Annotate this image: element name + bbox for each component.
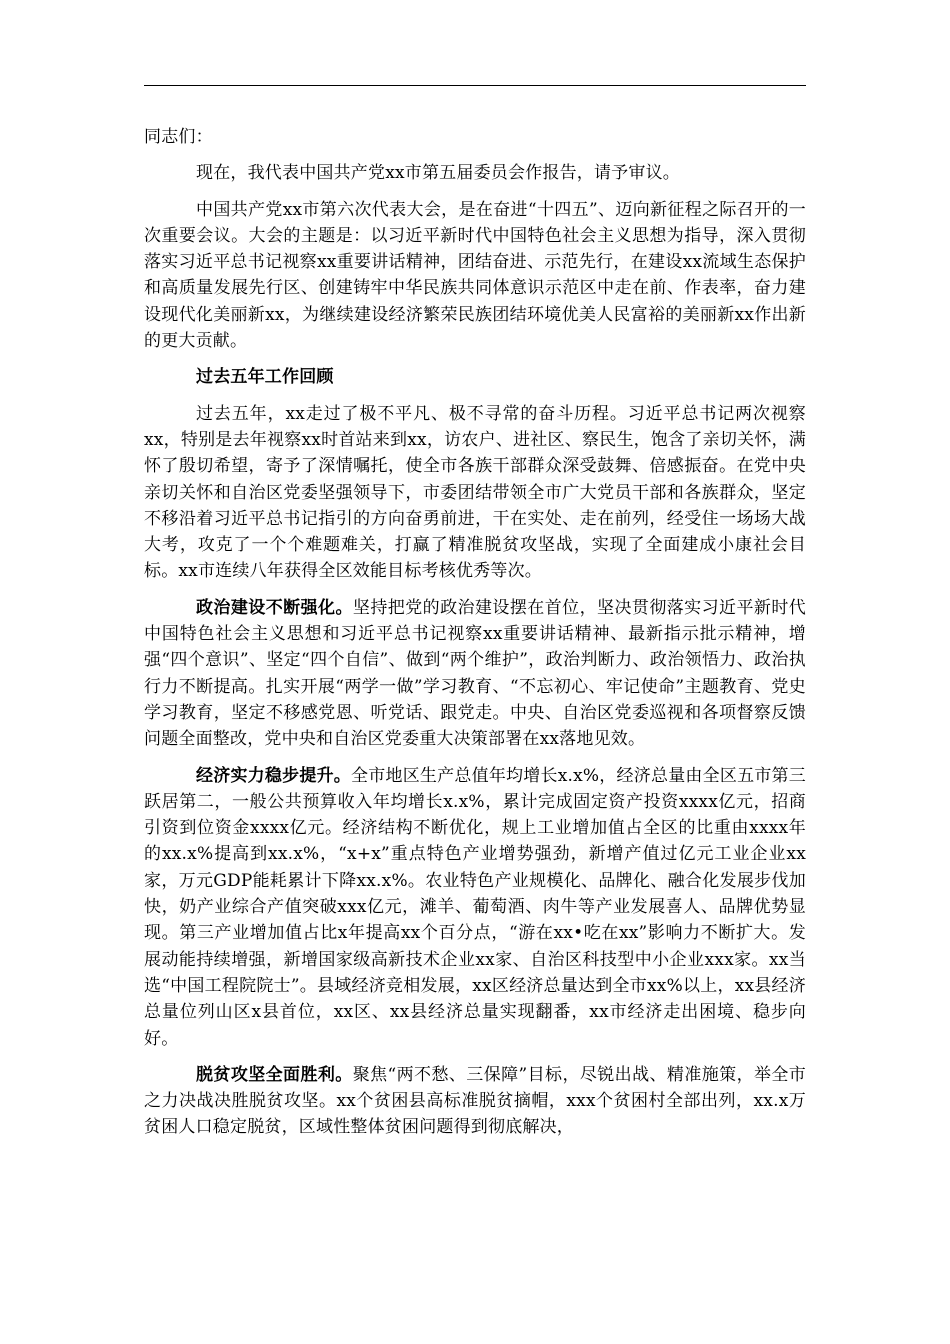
politics-lead: 政治建设不断强化。 [196,597,353,618]
economy-lead: 经济实力稳步提升。 [196,765,352,786]
intro-paragraph: 中国共产党xx市第六次代表大会，是在奋进“十四五”、迈向新征程之际召开的一次重要会议。大会的主题是：以习近平新时代中国特色社会主义思想为指导，深入贯彻落实习近平总书记视察xx重要讲话精神，团结奋进、示范先行，在建设xx流域生态保护和高质量发展先行区、创建铸牢中华民族共同体意识示范区中走在前、作表率，奋力建设现代化美丽新xx，为继续建设经济繁荣民族团结环境优美人民富裕的美丽新xx作出新的更大贡献。 [144,199,806,352]
document-body [144,124,806,1141]
poverty-paragraph [144,1062,806,1141]
section-heading: 过去五年工作回顾 [196,367,334,388]
review-paragraph: 过去五年，xx走过了极不平凡、极不寻常的奋斗历程。习近平总书记两次视察xx，特别是去年视察xx时首站来到xx，访农户、进社区、察民生，饱含了亲切关怀，满怀了殷切希望，寄予了深情嘱托，使全市各族干部群众深受鼓舞、倍感振奋。在党中央亲切关怀和自治区党委坚强领导下，市委团结带领全市广大党员干部和各族群众，坚定不移沿着习近平总书记指引的方向奋勇前进，干在实处、走在前列，经受住一场场大战大考，攻克了一个个难题难关，打赢了精准脱贫攻坚战，实现了全面建成小康社会目标。xx市连续八年获得全区效能目标考核优秀等次。 [144,403,806,582]
poverty-body: 聚焦“两不愁、三保障”目标，尽锐出战、精准施策，举全市之力决战决胜脱贫攻坚。xx个贫困县高标准脱贫摘帽，xxx个贫困村全部出列，xx.x万贫困人口稳定脱贫，区域性整体贫困问题得到彻底解决， [144,1064,807,1138]
header-rule [144,85,806,86]
politics-body: 坚持把党的政治建设摆在首位，坚决贯彻落实习近平新时代中国特色社会主义思想和习近平总书记视察xx重要讲话精神、最新指示批示精神，增强“四个意识”、坚定“四个自信”、做到“两个维护”，政治判断力、政治领悟力、政治执行力不断提高。扎实开展“两学一做”学习教育、“不忘初心、牢记使命”主题教育、党史学习教育，坚定不移感党恩、听党话、跟党走。中央、自治区党委巡视和各项督察反馈问题全面整改，党中央和自治区党委重大决策部署在xx落地见效。 [144,597,806,750]
politics-paragraph [144,595,806,753]
economy-body: 全市地区生产总值年均增长x.x%，经济总量由全区五市第三跃居第二，一般公共预算收入年均增长x.x%，累计完成固定资产投资xxxx亿元，招商引资到位资金xxxx亿元。经济结构不断优化，规上工业增加值占全区的比重由xxxx年的xx.x%提高到xx.x%，“x+x”重点特色产业增势强劲，新增产值过亿元工业企业xx家，万元GDP能耗累计下降xx.x%。农业特色产业规模化、品牌化、融合化发展步伐加快，奶产业综合产值突破xxx亿元，滩羊、葡萄酒、肉牛等产业发展喜人、品牌优势显现。第三产业增加值占比x年提高xx个百分点，“游在xx•吃在xx”影响力不断扩大。发展动能持续增强，新增国家级高新技术企业xx家、自治区科技型中小企业xxx家。xx当选“中国工程院院士”。县域经济竞相发展，xx区经济总量达到全市xx%以上，xx县经济总量位列山区x县首位，xx区、xx县经济总量实现翻番，xx市经济走出困境、稳步向好。 [144,765,806,1049]
poverty-lead: 脱贫攻坚全面胜利。 [196,1064,353,1085]
opening-paragraph: 现在，我代表中国共产党xx市第五届委员会作报告，请予审议。 [196,163,680,184]
economy-paragraph [144,763,806,1052]
salutation: 同志们： [144,127,213,147]
